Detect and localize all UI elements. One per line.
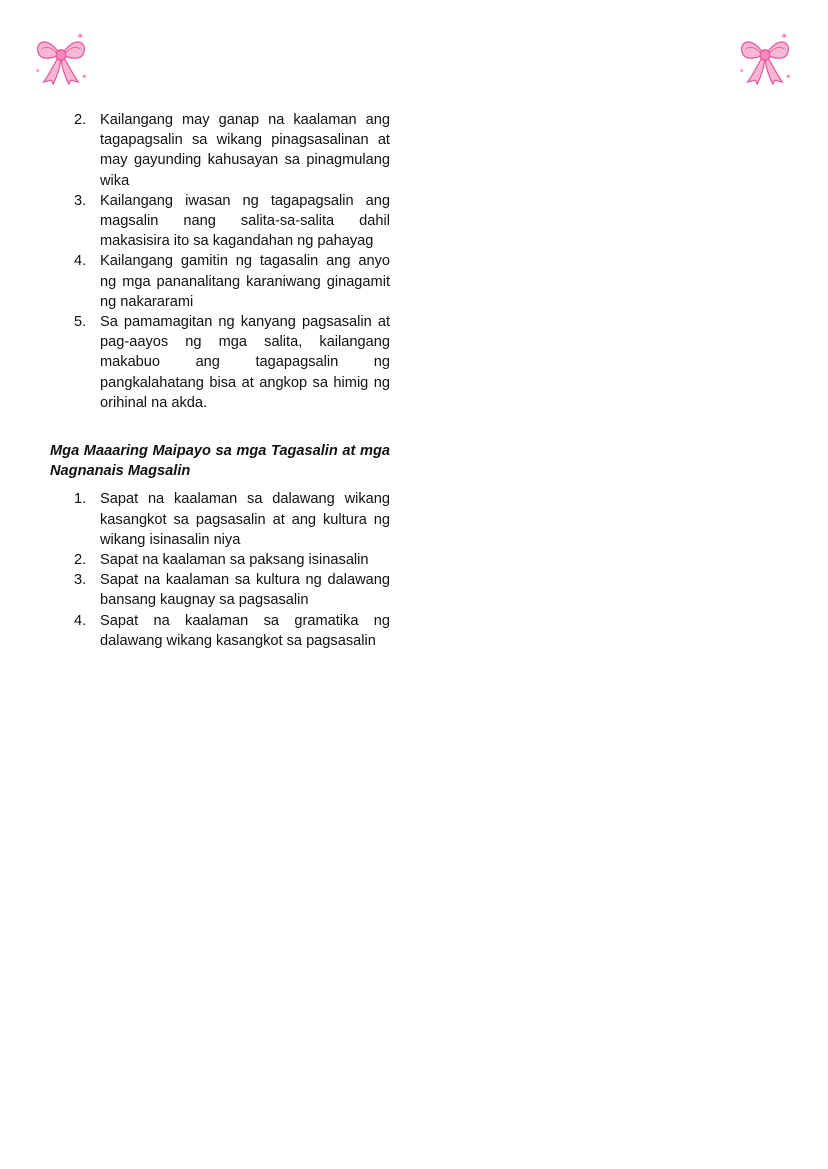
list-item-text: Sapat na kaalaman sa paksang isinasalin [100, 552, 369, 569]
list-item-text: Sapat na kaalaman sa kultura ng dalawang bansang kaugnay sa pagsasalin [100, 572, 390, 609]
list-item-text: Sapat na kaalaman sa dalawang wikang kasangkot sa pagsasalin at ang kultura ng wikang isinasalin niya [100, 491, 390, 548]
ribbon-bow-icon [736, 28, 794, 86]
list-number: 3. [74, 572, 87, 589]
list-number: 5. [74, 314, 87, 331]
ribbon-bow-icon [32, 28, 90, 86]
list-number: 1. [74, 491, 87, 508]
list-item [50, 550, 390, 570]
list-item [50, 611, 390, 651]
section-heading: Mga Maaaring Maipayo sa mga Tagasalin at mga Nagnanais Magsalin [50, 443, 390, 480]
advice-list [50, 489, 390, 651]
list-item [50, 489, 390, 550]
list-item-text: Kailangang may ganap na kaalaman ang tagapagsalin sa wikang pinagsasalinan at may gayunding kahusayan sa pinagmulang wika [100, 112, 390, 189]
guidelines-list [50, 110, 390, 413]
list-number: 2. [74, 112, 87, 128]
list-item [50, 191, 390, 252]
list-item [50, 251, 390, 312]
list-item [50, 570, 390, 610]
document-body [50, 110, 390, 651]
list-number: 4. [74, 253, 87, 270]
list-item-text: Sapat na kaalaman sa gramatika ng dalawang wikang kasangkot sa pagsasalin [100, 612, 390, 649]
list-item [50, 312, 390, 413]
list-number: 4. [74, 612, 87, 629]
list-item-text: Kailangang gamitin ng tagasalin ang anyo ng mga pananalitang karaniwang ginagamit ng nakararami [100, 253, 390, 310]
list-number: 2. [74, 552, 87, 569]
list-item-text: Sa pamamagitan ng kanyang pagsasalin at pag-aayos ng mga salita, kailangang makabuo ang tagapagsalin ng pangkalahatang bisa at angkop sa himig ng orihinal na akda. [100, 314, 390, 411]
list-number: 3. [74, 192, 87, 209]
list-item-text: Kailangang iwasan ng tagapagsalin ang magsalin nang salita-sa-salita dahil makasisira ito sa kagandahan ng pahayag [100, 192, 390, 250]
list-item [50, 110, 390, 191]
